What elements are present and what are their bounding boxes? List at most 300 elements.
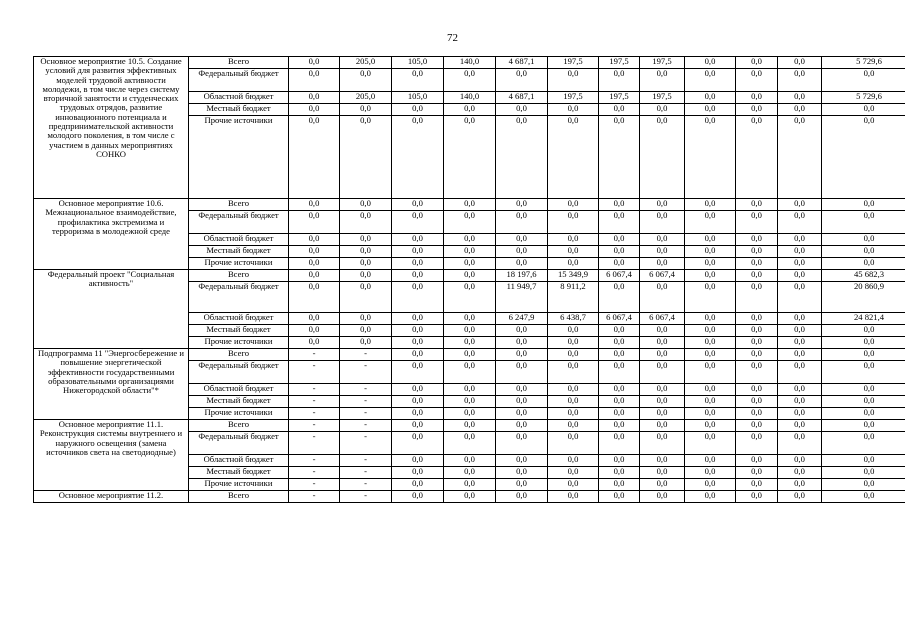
budget-table [33, 56, 905, 503]
amount-cell: 0,0 [822, 455, 905, 467]
amount-cell: 0,0 [599, 234, 640, 246]
amount-cell: 15 349,9 [548, 270, 599, 282]
funding-source-cell: Областной бюджет [189, 234, 289, 246]
table-row [34, 199, 905, 211]
funding-source-cell: Областной бюджет [189, 384, 289, 396]
amount-cell: 0,0 [392, 313, 444, 325]
amount-cell: 0,0 [392, 69, 444, 92]
amount-cell: - [340, 408, 392, 420]
amount-cell: 20 860,9 [822, 282, 905, 313]
amount-cell: 0,0 [778, 384, 822, 396]
amount-cell: 0,0 [778, 491, 822, 503]
amount-cell: 0,0 [685, 270, 736, 282]
amount-cell: 0,0 [444, 69, 496, 92]
table-row [34, 420, 905, 432]
amount-cell: 0,0 [778, 432, 822, 455]
amount-cell: 0,0 [548, 258, 599, 270]
amount-cell: - [340, 491, 392, 503]
amount-cell: 0,0 [599, 104, 640, 116]
amount-cell: 0,0 [496, 408, 548, 420]
amount-cell: 0,0 [685, 491, 736, 503]
amount-cell: 6 067,4 [640, 270, 685, 282]
amount-cell: 0,0 [548, 104, 599, 116]
amount-cell: - [289, 467, 340, 479]
funding-source-cell: Федеральный бюджет [189, 69, 289, 92]
funding-source-cell: Всего [189, 57, 289, 69]
amount-cell: 0,0 [599, 361, 640, 384]
amount-cell: 0,0 [496, 432, 548, 455]
amount-cell: 0,0 [496, 246, 548, 258]
amount-cell: 0,0 [685, 361, 736, 384]
amount-cell: 0,0 [444, 467, 496, 479]
amount-cell: 0,0 [392, 479, 444, 491]
amount-cell: 0,0 [548, 432, 599, 455]
amount-cell: 0,0 [778, 246, 822, 258]
amount-cell: 0,0 [340, 104, 392, 116]
amount-cell: 0,0 [548, 455, 599, 467]
amount-cell: 0,0 [548, 337, 599, 349]
amount-cell: 0,0 [548, 396, 599, 408]
amount-cell: 0,0 [736, 361, 778, 384]
amount-cell: 0,0 [289, 69, 340, 92]
amount-cell: - [340, 479, 392, 491]
amount-cell: 0,0 [685, 92, 736, 104]
amount-cell: 0,0 [444, 432, 496, 455]
amount-cell: 0,0 [822, 69, 905, 92]
funding-source-cell: Местный бюджет [189, 104, 289, 116]
amount-cell: 0,0 [599, 282, 640, 313]
amount-cell: 5 729,6 [822, 92, 905, 104]
amount-cell: 0,0 [392, 384, 444, 396]
amount-cell: 0,0 [392, 455, 444, 467]
amount-cell: 0,0 [822, 396, 905, 408]
table-row [34, 57, 905, 69]
amount-cell: 0,0 [340, 270, 392, 282]
amount-cell: 0,0 [289, 57, 340, 69]
amount-cell: 0,0 [289, 92, 340, 104]
amount-cell: 0,0 [736, 258, 778, 270]
amount-cell: 105,0 [392, 92, 444, 104]
amount-cell: 0,0 [778, 116, 822, 199]
amount-cell: 0,0 [444, 199, 496, 211]
amount-cell: 0,0 [736, 384, 778, 396]
amount-cell: - [340, 467, 392, 479]
funding-source-cell: Всего [189, 270, 289, 282]
amount-cell: 0,0 [548, 325, 599, 337]
amount-cell: 0,0 [548, 491, 599, 503]
amount-cell: 0,0 [289, 258, 340, 270]
amount-cell: 0,0 [496, 325, 548, 337]
amount-cell: 0,0 [392, 337, 444, 349]
amount-cell: 0,0 [289, 211, 340, 234]
amount-cell: 0,0 [778, 69, 822, 92]
amount-cell: - [340, 396, 392, 408]
amount-cell: - [289, 396, 340, 408]
amount-cell: 140,0 [444, 92, 496, 104]
amount-cell: 0,0 [444, 104, 496, 116]
amount-cell: 0,0 [640, 246, 685, 258]
measure-name-cell: Основное мероприятие 10.5. Создание условий для развития эффективных моделей трудовой активности молодежи, в том числе через систему вторичной занятости и студенческих трудовых отрядов, развитие инновационного потенциала и предпринимательской активности молодого поколения, в том числе с участием в данных мероприятиях СОНКО [34, 57, 189, 199]
amount-cell: 0,0 [640, 396, 685, 408]
amount-cell: 0,0 [640, 420, 685, 432]
amount-cell: 0,0 [496, 384, 548, 396]
amount-cell: 0,0 [599, 455, 640, 467]
amount-cell: 0,0 [340, 246, 392, 258]
amount-cell: - [340, 361, 392, 384]
amount-cell: 197,5 [599, 92, 640, 104]
amount-cell: 0,0 [496, 420, 548, 432]
amount-cell: 4 687,1 [496, 57, 548, 69]
amount-cell: 0,0 [685, 337, 736, 349]
amount-cell: 0,0 [822, 116, 905, 199]
amount-cell: 0,0 [392, 361, 444, 384]
amount-cell: 0,0 [599, 408, 640, 420]
amount-cell: 0,0 [640, 384, 685, 396]
amount-cell: 0,0 [289, 104, 340, 116]
amount-cell: 0,0 [822, 211, 905, 234]
amount-cell: 6 067,4 [599, 270, 640, 282]
amount-cell: 0,0 [640, 325, 685, 337]
amount-cell: 0,0 [685, 384, 736, 396]
funding-source-cell: Всего [189, 349, 289, 361]
amount-cell: 0,0 [289, 246, 340, 258]
amount-cell: 197,5 [640, 92, 685, 104]
measure-name-cell: Основное мероприятие 10.6. Межнациональное взаимодействие, профилактика экстремизма и терроризма в молодежной среде [34, 199, 189, 270]
amount-cell: 0,0 [444, 408, 496, 420]
amount-cell: 0,0 [778, 479, 822, 491]
amount-cell: 0,0 [444, 337, 496, 349]
amount-cell: 0,0 [599, 199, 640, 211]
amount-cell: 0,0 [599, 349, 640, 361]
amount-cell: 0,0 [822, 246, 905, 258]
amount-cell: 0,0 [444, 234, 496, 246]
amount-cell: 0,0 [548, 199, 599, 211]
amount-cell: 0,0 [548, 69, 599, 92]
amount-cell: 0,0 [778, 361, 822, 384]
funding-source-cell: Всего [189, 420, 289, 432]
amount-cell: 0,0 [736, 92, 778, 104]
amount-cell: 0,0 [340, 116, 392, 199]
amount-cell: 0,0 [444, 211, 496, 234]
amount-cell: 0,0 [340, 325, 392, 337]
amount-cell: 0,0 [685, 199, 736, 211]
amount-cell: 0,0 [685, 432, 736, 455]
amount-cell: - [289, 491, 340, 503]
amount-cell: 0,0 [736, 246, 778, 258]
amount-cell: 0,0 [599, 491, 640, 503]
amount-cell: 105,0 [392, 57, 444, 69]
amount-cell: 4 687,1 [496, 92, 548, 104]
amount-cell: 0,0 [685, 211, 736, 234]
amount-cell: 0,0 [640, 234, 685, 246]
amount-cell: 5 729,6 [822, 57, 905, 69]
amount-cell: 0,0 [496, 258, 548, 270]
amount-cell: 0,0 [778, 349, 822, 361]
amount-cell: 0,0 [392, 282, 444, 313]
amount-cell: 0,0 [444, 396, 496, 408]
amount-cell: 0,0 [496, 349, 548, 361]
amount-cell: 0,0 [778, 104, 822, 116]
amount-cell: 0,0 [392, 408, 444, 420]
amount-cell: 0,0 [685, 420, 736, 432]
funding-source-cell: Местный бюджет [189, 467, 289, 479]
amount-cell: 0,0 [640, 432, 685, 455]
amount-cell: 0,0 [736, 211, 778, 234]
funding-source-cell: Прочие источники [189, 337, 289, 349]
amount-cell: 0,0 [685, 325, 736, 337]
amount-cell: - [289, 384, 340, 396]
amount-cell: 0,0 [444, 384, 496, 396]
amount-cell: 0,0 [736, 467, 778, 479]
amount-cell: 0,0 [685, 258, 736, 270]
amount-cell: 0,0 [340, 69, 392, 92]
amount-cell: - [340, 349, 392, 361]
funding-source-cell: Областной бюджет [189, 92, 289, 104]
amount-cell: 0,0 [444, 455, 496, 467]
amount-cell: 18 197,6 [496, 270, 548, 282]
amount-cell: 0,0 [778, 337, 822, 349]
amount-cell: 0,0 [640, 211, 685, 234]
measure-name-cell: Основное мероприятие 11.1. Реконструкция системы внутреннего и наружного освещения (замена источников света на светодиодные) [34, 420, 189, 491]
amount-cell: 0,0 [685, 57, 736, 69]
amount-cell: - [340, 384, 392, 396]
amount-cell: 0,0 [548, 420, 599, 432]
amount-cell: 197,5 [640, 57, 685, 69]
amount-cell: 0,0 [685, 479, 736, 491]
amount-cell: 0,0 [599, 396, 640, 408]
amount-cell: 197,5 [599, 57, 640, 69]
amount-cell: 8 911,2 [548, 282, 599, 313]
amount-cell: 0,0 [685, 396, 736, 408]
amount-cell: - [340, 432, 392, 455]
amount-cell: 0,0 [340, 234, 392, 246]
amount-cell: 0,0 [392, 432, 444, 455]
amount-cell: 0,0 [496, 396, 548, 408]
amount-cell: 0,0 [778, 92, 822, 104]
amount-cell: 0,0 [496, 234, 548, 246]
funding-source-cell: Прочие источники [189, 408, 289, 420]
amount-cell: 0,0 [599, 211, 640, 234]
amount-cell: - [340, 455, 392, 467]
amount-cell: 0,0 [736, 116, 778, 199]
amount-cell: 0,0 [392, 270, 444, 282]
amount-cell: - [289, 479, 340, 491]
amount-cell: 0,0 [778, 420, 822, 432]
amount-cell: 0,0 [444, 282, 496, 313]
amount-cell: 0,0 [392, 211, 444, 234]
amount-cell: - [289, 408, 340, 420]
amount-cell: 0,0 [640, 479, 685, 491]
amount-cell: 0,0 [822, 491, 905, 503]
amount-cell: 45 682,3 [822, 270, 905, 282]
amount-cell: 0,0 [778, 199, 822, 211]
amount-cell: 0,0 [444, 246, 496, 258]
amount-cell: 0,0 [392, 491, 444, 503]
amount-cell: 0,0 [548, 116, 599, 199]
table-row [34, 349, 905, 361]
amount-cell: 0,0 [822, 234, 905, 246]
amount-cell: 0,0 [685, 69, 736, 92]
amount-cell: 0,0 [444, 116, 496, 199]
amount-cell: 0,0 [736, 313, 778, 325]
amount-cell: 0,0 [599, 432, 640, 455]
amount-cell: 0,0 [340, 258, 392, 270]
amount-cell: - [289, 432, 340, 455]
amount-cell: 0,0 [340, 313, 392, 325]
amount-cell: 0,0 [736, 420, 778, 432]
amount-cell: 0,0 [822, 467, 905, 479]
amount-cell: - [289, 455, 340, 467]
funding-source-cell: Прочие источники [189, 116, 289, 199]
amount-cell: 0,0 [640, 282, 685, 313]
amount-cell: 0,0 [736, 199, 778, 211]
measure-name-cell: Федеральный проект "Социальная активность" [34, 270, 189, 349]
amount-cell: 0,0 [496, 337, 548, 349]
amount-cell: 0,0 [548, 211, 599, 234]
amount-cell: 0,0 [599, 420, 640, 432]
amount-cell: 0,0 [778, 467, 822, 479]
amount-cell: 0,0 [778, 408, 822, 420]
amount-cell: 0,0 [548, 467, 599, 479]
amount-cell: 0,0 [548, 408, 599, 420]
amount-cell: 0,0 [392, 199, 444, 211]
funding-source-cell: Федеральный бюджет [189, 211, 289, 234]
amount-cell: 6 438,7 [548, 313, 599, 325]
amount-cell: 0,0 [822, 408, 905, 420]
amount-cell: 0,0 [289, 234, 340, 246]
amount-cell: 0,0 [640, 361, 685, 384]
amount-cell: 0,0 [599, 337, 640, 349]
amount-cell: 0,0 [392, 396, 444, 408]
funding-source-cell: Прочие источники [189, 479, 289, 491]
amount-cell: 205,0 [340, 57, 392, 69]
amount-cell: 0,0 [736, 104, 778, 116]
funding-source-cell: Федеральный бюджет [189, 282, 289, 313]
amount-cell: 0,0 [640, 491, 685, 503]
amount-cell: 0,0 [599, 467, 640, 479]
amount-cell: 0,0 [392, 420, 444, 432]
amount-cell: 0,0 [640, 455, 685, 467]
amount-cell: 0,0 [736, 282, 778, 313]
amount-cell: 0,0 [736, 325, 778, 337]
amount-cell: 0,0 [289, 325, 340, 337]
funding-source-cell: Областной бюджет [189, 455, 289, 467]
amount-cell: 0,0 [822, 349, 905, 361]
amount-cell: 0,0 [548, 349, 599, 361]
amount-cell: 0,0 [640, 116, 685, 199]
amount-cell: 0,0 [822, 479, 905, 491]
funding-source-cell: Прочие источники [189, 258, 289, 270]
amount-cell: 0,0 [599, 258, 640, 270]
amount-cell: 197,5 [548, 92, 599, 104]
amount-cell: 0,0 [599, 384, 640, 396]
amount-cell: 0,0 [822, 432, 905, 455]
amount-cell: 6 067,4 [640, 313, 685, 325]
amount-cell: 0,0 [340, 282, 392, 313]
amount-cell: 0,0 [640, 337, 685, 349]
amount-cell: 0,0 [685, 116, 736, 199]
amount-cell: 0,0 [736, 455, 778, 467]
amount-cell: 0,0 [736, 337, 778, 349]
amount-cell: 0,0 [640, 69, 685, 92]
amount-cell: 0,0 [685, 455, 736, 467]
amount-cell: 0,0 [444, 420, 496, 432]
amount-cell: 0,0 [392, 104, 444, 116]
amount-cell: 0,0 [289, 199, 340, 211]
amount-cell: 0,0 [548, 361, 599, 384]
amount-cell: 0,0 [822, 420, 905, 432]
amount-cell: 0,0 [548, 234, 599, 246]
amount-cell: 0,0 [496, 211, 548, 234]
table-row [34, 270, 905, 282]
amount-cell: 0,0 [736, 69, 778, 92]
amount-cell: - [289, 361, 340, 384]
amount-cell: 0,0 [685, 234, 736, 246]
amount-cell: 0,0 [822, 325, 905, 337]
amount-cell: 0,0 [822, 199, 905, 211]
amount-cell: 140,0 [444, 57, 496, 69]
amount-cell: 0,0 [340, 211, 392, 234]
amount-cell: 0,0 [392, 246, 444, 258]
budget-table-body [34, 57, 905, 503]
amount-cell: 0,0 [548, 384, 599, 396]
amount-cell: 0,0 [822, 337, 905, 349]
amount-cell: 0,0 [736, 396, 778, 408]
amount-cell: 0,0 [640, 408, 685, 420]
amount-cell: 0,0 [736, 349, 778, 361]
amount-cell: 0,0 [496, 116, 548, 199]
amount-cell: 0,0 [640, 258, 685, 270]
amount-cell: 0,0 [289, 282, 340, 313]
amount-cell: 0,0 [444, 258, 496, 270]
amount-cell: 0,0 [444, 270, 496, 282]
amount-cell: 0,0 [496, 491, 548, 503]
amount-cell: 0,0 [822, 361, 905, 384]
amount-cell: 0,0 [736, 234, 778, 246]
amount-cell: 0,0 [685, 104, 736, 116]
funding-source-cell: Всего [189, 491, 289, 503]
amount-cell: 0,0 [496, 455, 548, 467]
amount-cell: 0,0 [289, 337, 340, 349]
amount-cell: 0,0 [496, 361, 548, 384]
amount-cell: 0,0 [778, 396, 822, 408]
measure-name-cell: Основное мероприятие 11.2. [34, 491, 189, 503]
amount-cell: 0,0 [496, 104, 548, 116]
amount-cell: 0,0 [640, 467, 685, 479]
amount-cell: 0,0 [736, 408, 778, 420]
amount-cell: 197,5 [548, 57, 599, 69]
amount-cell: 0,0 [599, 69, 640, 92]
amount-cell: 6 067,4 [599, 313, 640, 325]
amount-cell: 0,0 [444, 349, 496, 361]
amount-cell: 0,0 [599, 479, 640, 491]
amount-cell: 205,0 [340, 92, 392, 104]
amount-cell: 0,0 [685, 282, 736, 313]
amount-cell: 0,0 [736, 491, 778, 503]
amount-cell: 0,0 [685, 246, 736, 258]
amount-cell: 0,0 [392, 349, 444, 361]
amount-cell: 0,0 [392, 258, 444, 270]
amount-cell: 0,0 [496, 199, 548, 211]
amount-cell: 0,0 [640, 349, 685, 361]
funding-source-cell: Местный бюджет [189, 396, 289, 408]
amount-cell: 0,0 [640, 104, 685, 116]
amount-cell: - [340, 420, 392, 432]
amount-cell: 0,0 [444, 325, 496, 337]
amount-cell: 6 247,9 [496, 313, 548, 325]
amount-cell: 0,0 [778, 270, 822, 282]
amount-cell: 0,0 [822, 104, 905, 116]
